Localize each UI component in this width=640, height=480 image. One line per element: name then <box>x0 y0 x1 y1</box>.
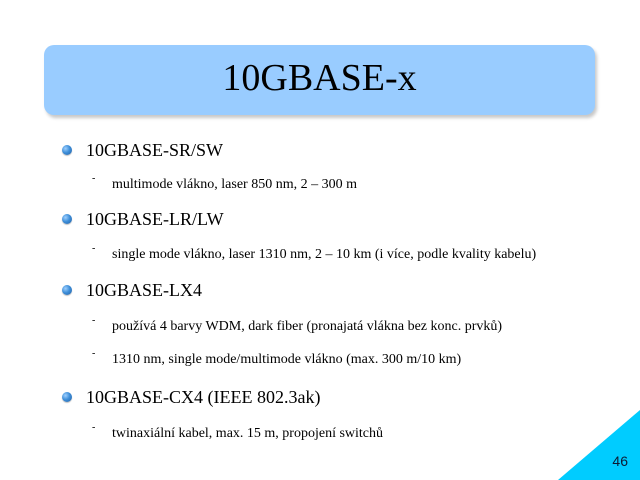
subitem-text: používá 4 barvy WDM, dark fiber (pronajatá vlákna bez konc. prvků) <box>112 319 503 334</box>
slide-title: 10GBASE-x <box>222 57 417 99</box>
subitem-row <box>92 173 357 196</box>
bullet-item-10gbase-lr-lw <box>62 208 224 230</box>
bullet-item-10gbase-sr-sw <box>62 139 223 161</box>
subitem-text: twinaxiální kabel, max. 15 m, propojení switchů <box>112 426 384 441</box>
page-number: 46 <box>612 453 628 469</box>
dash-marker-icon: - <box>92 348 96 359</box>
blue-sphere-bullet-icon <box>62 214 72 224</box>
dash-marker-icon: - <box>92 173 96 184</box>
subitem-text: 1310 nm, single mode/multimode vlákno (max. 300 m/10 km) <box>112 352 462 367</box>
subitem-row <box>92 348 462 371</box>
subitem-text: single mode vlákno, laser 1310 nm, 2 – 10 km (i více, podle kvality kabelu) <box>112 247 537 262</box>
bullet-label: 10GBASE-SR/SW <box>86 140 224 160</box>
dash-marker-icon: - <box>92 243 96 254</box>
bullet-item-10gbase-lx4 <box>62 279 202 301</box>
dash-marker-icon: - <box>92 422 96 433</box>
subitem-text: multimode vlákno, laser 850 nm, 2 – 300 m <box>112 177 357 192</box>
blue-sphere-bullet-icon <box>62 285 72 295</box>
subitem-row <box>92 422 384 445</box>
bullet-item-10gbase-cx4 <box>62 386 320 408</box>
dash-marker-icon: - <box>92 315 96 326</box>
blue-sphere-bullet-icon <box>62 145 72 155</box>
slide-title-box <box>44 45 595 115</box>
subitem-row <box>92 243 537 266</box>
corner-accent-triangle <box>558 410 640 480</box>
blue-sphere-bullet-icon <box>62 392 72 402</box>
bullet-label: 10GBASE-LX4 <box>86 280 202 300</box>
bullet-label: 10GBASE-CX4 (IEEE 802.3ak) <box>86 387 321 407</box>
bullet-label: 10GBASE-LR/LW <box>86 209 224 229</box>
subitem-row <box>92 315 503 338</box>
